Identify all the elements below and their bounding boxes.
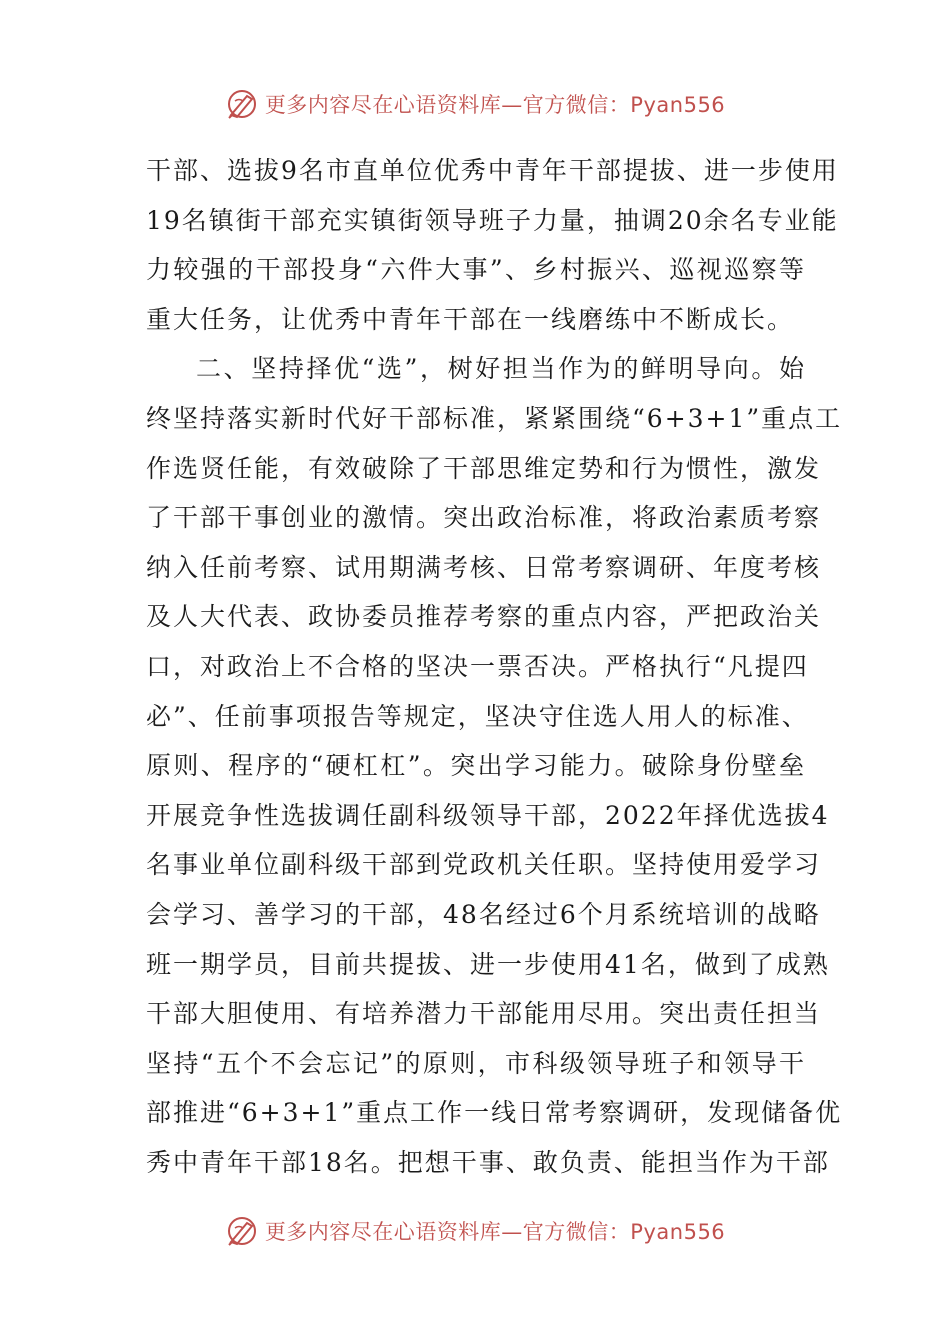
paragraph-line: 纳入任前考察、试用期满考核、日常考察调研、年度考核 (146, 552, 822, 582)
pen-nib-icon (225, 1214, 259, 1248)
paragraph-line: 了干部干事创业的激情。突出政治标准，将政治素质考察 (146, 503, 822, 533)
paragraph-line: 会学习、善学习的干部，48名经过6个月系统培训的战略 (146, 899, 821, 929)
paragraph-line: 部推进“6+3+1”重点工作一线日常考察调研，发现储备优 (146, 1098, 843, 1128)
body-text (146, 146, 843, 1187)
paragraph-line: 重大任务，让优秀中青年干部在一线磨练中不断成长。 (146, 304, 795, 334)
paragraph-line: 口，对政治上不合格的坚决一票否决。严格执行“凡提四 (146, 651, 809, 681)
paragraph-line: 终坚持落实新时代好干部标准，紧紧围绕“6+3+1”重点工 (146, 403, 843, 433)
paragraph-line: 干部大胆使用、有培养潜力干部能用尽用。突出责任担当 (146, 999, 822, 1029)
paragraph-line: 名事业单位副科级干部到党政机关任职。坚持使用爱学习 (146, 850, 822, 880)
paragraph-line: 干部、选拔9名市直单位优秀中青年干部提拔、进一步使用 (146, 156, 839, 185)
paragraph-line: 力较强的干部投身“六件大事”、乡村振兴、巡视巡察等 (146, 255, 806, 285)
paragraph-line: 班一期学员，目前共提拔、进一步使用41名，做到了成熟 (146, 949, 830, 979)
paragraph-line: 秀中青年干部18名。把想干事、敢负责、能担当作为干部 (146, 1147, 830, 1177)
watermark-text: 更多内容尽在心语资料库—官方微信：Pyan556 (264, 1220, 726, 1244)
header-watermark (0, 84, 950, 124)
paragraph-line: 19名镇街干部充实镇街领导班子力量，抽调20余名专业能 (146, 205, 839, 235)
paragraph-line: 二、坚持择优“选”，树好担当作为的鲜明导向。始 (196, 354, 806, 384)
paragraph-line: 必”、任前事项报告等规定，坚决守住选人用人的标准、 (146, 701, 809, 731)
paragraph-line: 开展竞争性选拔调任副科级领导干部，2022年择优选拔4 (146, 800, 830, 830)
paragraph-line: 原则、程序的“硬杠杠”。突出学习能力。破除身份壁垒 (146, 751, 806, 781)
pen-nib-icon (225, 87, 259, 121)
paragraph-line: 及人大代表、政协委员推荐考察的重点内容，严把政治关 (146, 602, 822, 632)
watermark-text: 更多内容尽在心语资料库—官方微信：Pyan556 (264, 93, 726, 117)
paragraph-line: 作选贤任能，有效破除了干部思维定势和行为惯性，激发 (146, 453, 822, 483)
footer-watermark (0, 1211, 950, 1251)
paragraph-line: 坚持“五个不会忘记”的原则，市科级领导班子和领导干 (146, 1048, 806, 1078)
